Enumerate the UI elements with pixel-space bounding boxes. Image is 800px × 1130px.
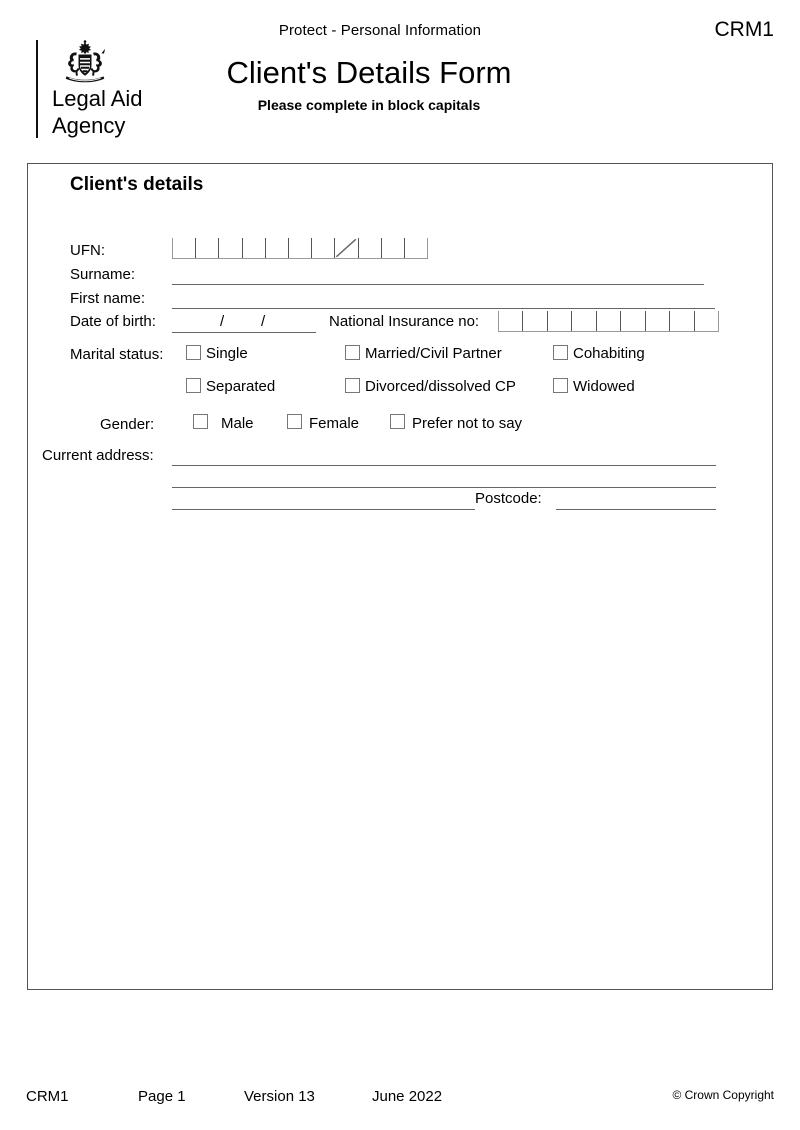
date-of-birth-label: Date of birth: — [70, 313, 156, 330]
marital-status-option-separated-label: Separated — [206, 378, 276, 395]
current-address-input-line1[interactable] — [172, 465, 716, 466]
gender-option-female-label: Female — [309, 415, 360, 432]
current-address-input-line3[interactable] — [172, 509, 475, 510]
comb-cell[interactable] — [498, 311, 522, 331]
section-heading-clients-details: Client's details — [70, 174, 204, 195]
first-name-input[interactable] — [172, 308, 715, 309]
comb-cell[interactable] — [265, 238, 288, 258]
marital-status-option-divorced-dissolved-cp-label: Divorced/dissolved CP — [365, 378, 516, 395]
royal-coat-of-arms-crest — [58, 40, 112, 84]
gender-checkbox-prefer-not-to-say[interactable] — [390, 414, 405, 429]
footer-date: June 2022 — [372, 1088, 443, 1105]
surname-label: Surname: — [70, 266, 136, 283]
comb-cell[interactable] — [522, 311, 546, 331]
postcode-label: Postcode: — [475, 490, 542, 507]
national-insurance-label: National Insurance no: — [329, 313, 480, 330]
comb-cell[interactable] — [358, 238, 381, 258]
marital-status-checkbox-cohabiting[interactable] — [553, 345, 568, 360]
client-details-panel — [27, 163, 773, 990]
national-insurance-input[interactable] — [498, 311, 719, 332]
footer-form-code: CRM1 — [26, 1088, 69, 1105]
gender-checkbox-male[interactable] — [193, 414, 208, 429]
comb-cell[interactable] — [381, 238, 404, 258]
gender-option-prefer-not-to-say-label: Prefer not to say — [412, 415, 523, 432]
comb-cell[interactable] — [288, 238, 311, 258]
first-name-label: First name: — [70, 290, 146, 307]
form-code-top-right: CRM1 — [714, 18, 774, 41]
protect-marking: Protect - Personal Information — [278, 22, 482, 39]
comb-cell[interactable] — [620, 311, 644, 331]
brand-name-line2: Agency — [52, 113, 126, 138]
marital-status-label: Marital status: — [70, 346, 164, 363]
current-address-input-line2[interactable] — [172, 487, 716, 488]
marital-status-checkbox-separated[interactable] — [186, 378, 201, 393]
legal-aid-agency-logo — [36, 40, 186, 138]
comb-cell[interactable] — [242, 238, 265, 258]
marital-status-checkbox-married-civil-partner[interactable] — [345, 345, 360, 360]
brand-name-line1: Legal Aid — [52, 86, 143, 111]
comb-cell[interactable] — [547, 311, 571, 331]
comb-cell[interactable] — [571, 311, 595, 331]
comb-cell[interactable] — [645, 311, 669, 331]
surname-input[interactable] — [172, 284, 704, 285]
comb-cell[interactable] — [596, 311, 620, 331]
current-address-label: Current address: — [42, 447, 154, 464]
dob-separator-2: / — [261, 313, 266, 330]
comb-cell[interactable] — [195, 238, 218, 258]
comb-cell[interactable] — [694, 311, 719, 331]
marital-status-option-single-label: Single — [206, 345, 248, 362]
page-subtitle: Please complete in block capitals — [257, 97, 481, 113]
gender-checkbox-female[interactable] — [287, 414, 302, 429]
title-block — [196, 56, 756, 113]
gender-option-male-label: Male — [221, 415, 254, 432]
ufn-input[interactable] — [172, 238, 428, 259]
comb-cell[interactable] — [669, 311, 693, 331]
marital-status-option-married-civil-partner-label: Married/Civil Partner — [365, 345, 502, 362]
page-footer — [0, 1088, 800, 1118]
comb-cell[interactable] — [218, 238, 241, 258]
page-header — [0, 0, 800, 150]
marital-status-checkbox-widowed[interactable] — [553, 378, 568, 393]
footer-version: Version 13 — [244, 1088, 315, 1105]
marital-status-option-widowed-label: Widowed — [573, 378, 635, 395]
page-title: Client's Details Form — [226, 55, 512, 90]
comb-cell-date-slash[interactable] — [334, 238, 357, 258]
ufn-label: UFN: — [70, 242, 105, 259]
gender-label: Gender: — [100, 416, 155, 433]
footer-copyright: © Crown Copyright — [672, 1088, 774, 1102]
comb-cell[interactable] — [172, 238, 195, 258]
comb-cell[interactable] — [311, 238, 334, 258]
dob-separator-1: / — [220, 313, 225, 330]
marital-status-checkbox-single[interactable] — [186, 345, 201, 360]
marital-status-option-cohabiting-label: Cohabiting — [573, 345, 645, 362]
marital-status-checkbox-divorced-dissolved-cp[interactable] — [345, 378, 360, 393]
date-of-birth-input[interactable] — [172, 332, 316, 333]
comb-cell[interactable] — [404, 238, 428, 258]
postcode-input[interactable] — [556, 509, 716, 510]
footer-page-number: Page 1 — [138, 1088, 186, 1105]
